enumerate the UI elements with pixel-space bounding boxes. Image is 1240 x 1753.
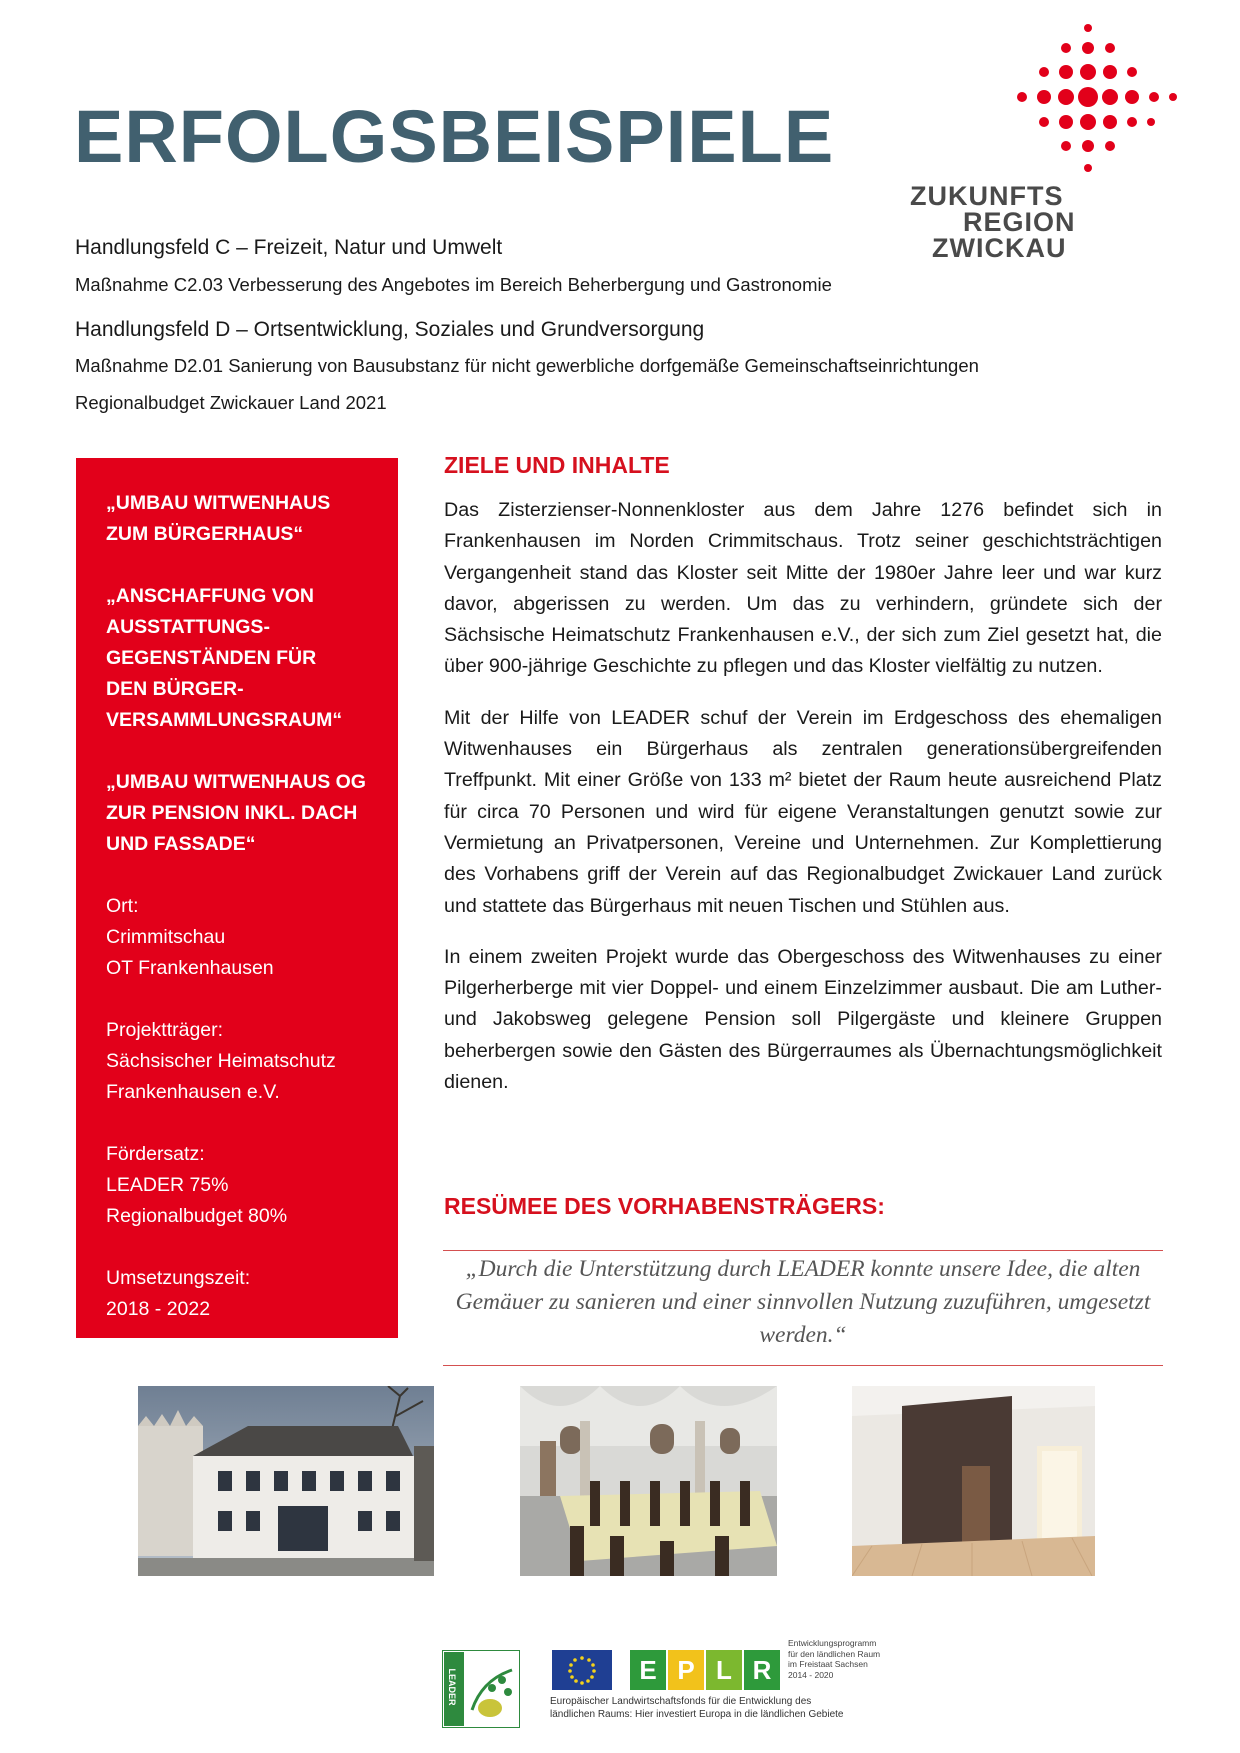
handlungsfeld-c: Handlungsfeld C – Freizeit, Natur und Umwelt xyxy=(75,236,503,259)
sponsor-block xyxy=(106,1015,378,1108)
project-title-3: „UMBAU WITWENHAUS OG ZUR PENSION INKL. DACH UND FASSADE“ xyxy=(106,771,366,855)
page-title: ERFOLGSBEISPIELE xyxy=(74,95,835,178)
section-heading-resume: RESÜMEE DES VORHABENSTRÄGERS: xyxy=(444,1193,885,1219)
massnahme-d: Maßnahme D2.01 Sanierung von Bausubstanz für nicht gewerbliche dorfgemäße Gemeinschaftseinrichtungen xyxy=(75,355,979,376)
project-title-2: „ANSCHAFFUNG VON AUSSTATTUNGS-GEGENSTÄNDEN FÜR DEN BÜRGER-VERSAMMLUNGSRAUM“ xyxy=(106,585,343,731)
main-content xyxy=(444,452,1162,1118)
location-value-1: Crimmitschau xyxy=(106,926,226,948)
quote-rule-top xyxy=(443,1250,1163,1251)
eplr-note-line-3: im Freistaat Sachsen xyxy=(788,1659,868,1669)
section-heading-goals: ZIELE UND INHALTE xyxy=(444,452,670,478)
zukunftsregion-logo xyxy=(905,18,1225,268)
location-block xyxy=(106,891,378,984)
logo-line-3: ZWICKAU xyxy=(932,233,1067,263)
photo-community-hall xyxy=(520,1386,777,1576)
eplr-note-line-2: für den ländlichen Raum xyxy=(788,1648,881,1659)
funding-value-2: Regionalbudget 80% xyxy=(106,1205,288,1227)
photo-building-exterior xyxy=(138,1386,434,1576)
period-block xyxy=(106,1263,378,1325)
eplr-logo xyxy=(630,1650,785,1690)
paragraph-3: In einem zweiten Projekt wurde das Obergeschoss des Witwenhauses zu einer Pilgerherberge mit vier Doppel- und einem Einzelzimmer ausbaut. Die am Luther- und Jakobsweg gelegene Pension soll Pilgergäste und kleinere Gruppen beherbergen sowie den Gästen des Bürgerraumes als Übernachtungsmöglichkeit dienen. xyxy=(444,945,1162,1094)
leader-logo xyxy=(442,1650,520,1728)
period-label: Umsetzungszeit: xyxy=(106,1267,251,1289)
funding-value-1: LEADER 75% xyxy=(106,1174,229,1196)
eu-funding-note xyxy=(550,1695,844,1721)
massnahme-c: Maßnahme C2.03 Verbesserung des Angebotes im Bereich Beherbergung und Gastronomie xyxy=(75,274,832,295)
sponsor-value-1: Sächsischer Heimatschutz xyxy=(106,1050,336,1072)
quote-rule-bottom xyxy=(443,1365,1163,1366)
project-info-panel xyxy=(76,458,398,1338)
sponsor-label: Projektträger: xyxy=(106,1019,224,1041)
quote-text: „Durch die Unterstützung durch LEADER konnte unsere Idee, die alten Gemäuer zu sanieren und einer sinnvollen Nutzung zuzuführen, umgesetzt werden.“ xyxy=(455,1256,1151,1348)
eu-funding-line-2: ländlichen Raums: Hier investiert Europa in die ländlichen Gebiete xyxy=(550,1709,844,1720)
location-label: Ort: xyxy=(106,895,139,917)
eu-flag-icon xyxy=(552,1650,612,1690)
eplr-letter-p: P xyxy=(668,1650,704,1690)
sponsor-value-2: Frankenhausen e.V. xyxy=(106,1081,280,1103)
funding-block xyxy=(106,1139,378,1232)
regionalbudget-label: Regionalbudget Zwickauer Land 2021 xyxy=(75,392,387,413)
logo-line-2: REGION xyxy=(963,207,1076,237)
handlungsfeld-d: Handlungsfeld D – Ortsentwicklung, Soziales und Grundversorgung xyxy=(75,318,705,341)
dot-pattern-icon xyxy=(905,18,1225,193)
eplr-letter-r: R xyxy=(744,1650,780,1690)
project-title-1: „UMBAU WITWENHAUS ZUM BÜRGERHAUS“ xyxy=(106,492,331,545)
funding-label: Fördersatz: xyxy=(106,1143,205,1165)
eplr-letter-l: L xyxy=(706,1650,742,1690)
eu-funding-line-1: Europäischer Landwirtschaftsfonds für die Entwicklung des xyxy=(550,1696,812,1707)
logo-line-1: ZUKUNFTS xyxy=(910,181,1064,211)
eplr-note-line-1: Entwicklungsprogramm xyxy=(788,1638,877,1648)
period-value: 2018 - 2022 xyxy=(106,1298,211,1320)
photo-pension-room xyxy=(852,1386,1095,1576)
eplr-note-line-4: 2014 - 2020 xyxy=(788,1669,834,1680)
paragraph-1: Das Zisterzienser-Nonnenkloster aus dem Jahre 1276 befindet sich in Frankenhausen im Norden Crimmitschaus. Trotz seiner geschichtsträchtigen Vergangenheit stand das Kloster seit Mitte der 1980er Jahre leer und war kurz davor, abgerissen zu werden. Um das zu verhindern, gründete sich der Sächsische Heimatschutz Frankenhausen e.V., der sich zum Ziel gesetzt hat, die über 900-jährige Geschichte zu pflegen und das Kloster vielfältig zu nutzen. xyxy=(444,499,1162,678)
leader-logo-label: LEADER xyxy=(447,1668,457,1706)
paragraph-2: Mit der Hilfe von LEADER schuf der Verein im Erdgeschoss des ehemaligen Witwenhauses ein Bürgerhaus als zentralen generationsübergreifenden Treffpunkt. Mit einer Größe von 133 m² bietet der Raum heute ausreichend Platz für circa 70 Personen und wird für eigene Veranstaltungen genutzt sowie zur Vermietung an Privatpersonen, Vereine und Unternehmen. Zur Komplettierung des Vorhabens griff der Verein auf das Regionalbudget Zwickauer Land zurück und stattete das Bürgerhaus mit neuen Tischen und Stühlen aus. xyxy=(444,706,1162,917)
eplr-letter-e: E xyxy=(630,1650,666,1690)
location-value-2: OT Frankenhausen xyxy=(106,957,274,979)
eplr-note xyxy=(788,1638,880,1680)
